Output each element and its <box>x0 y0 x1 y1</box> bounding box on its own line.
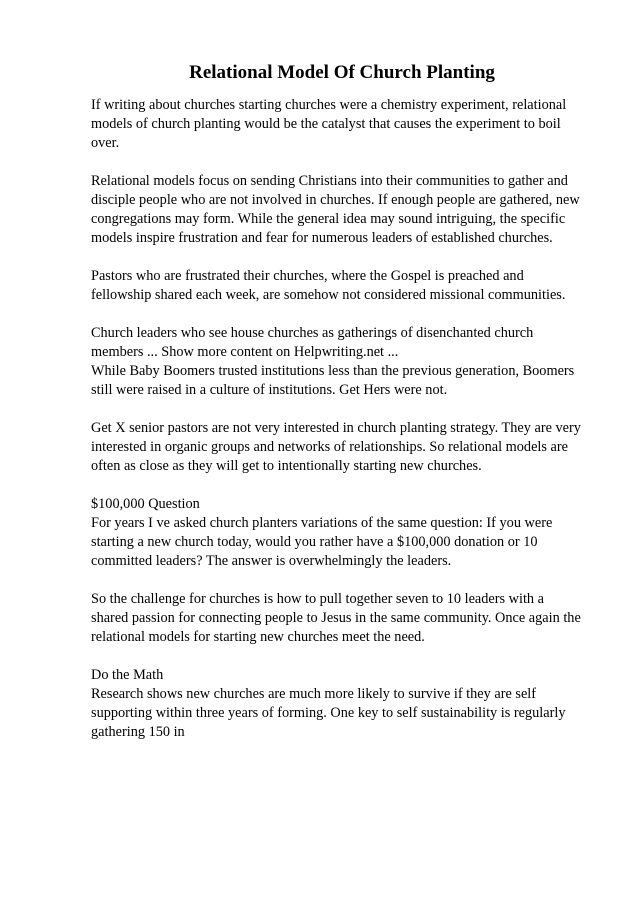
paragraph <box>91 666 603 742</box>
text-line: supporting within three years of forming. One key to self sustainability is regularly <box>91 705 566 721</box>
paragraph <box>91 419 603 476</box>
paragraph <box>91 590 603 647</box>
text-line: If writing about churches starting churches were a chemistry experiment, relational <box>91 97 567 113</box>
text-line: For years I ve asked church planters variations of the same question: If you were <box>91 515 553 531</box>
text-line: Relational models focus on sending Christians into their communities to gather and <box>91 173 568 189</box>
text-line: members ... Show more content on Helpwriting.net ... <box>91 344 399 360</box>
document-title: Relational Model Of Church Planting <box>189 62 495 83</box>
text-line: disciple people who are not involved in churches. If enough people are gathered, new <box>91 192 580 208</box>
text-line: still were raised in a culture of institutions. Get Hers were not. <box>91 382 448 398</box>
text-line: While Baby Boomers trusted institutions less than the previous generation, Boomers <box>91 363 575 379</box>
paragraph <box>91 495 603 571</box>
text-line: committed leaders? The answer is overwhelmingly the leaders. <box>91 553 452 569</box>
text-line: $100,000 Question <box>91 496 200 512</box>
text-line: So the challenge for churches is how to pull together seven to 10 leaders with a <box>91 591 545 607</box>
text-line: Get X senior pastors are not very interested in church planting strategy. They are very <box>91 420 581 436</box>
text-line: Church leaders who see house churches as gatherings of disenchanted church <box>91 325 534 341</box>
text-line: models of church planting would be the catalyst that causes the experiment to boil <box>91 116 561 132</box>
paragraph <box>91 172 603 248</box>
document-body <box>91 96 603 742</box>
text-line: models inspire frustration and fear for numerous leaders of established churches. <box>91 230 553 246</box>
text-line: relational models for starting new churches meet the need. <box>91 629 425 645</box>
paragraph <box>91 267 603 305</box>
paragraph <box>91 96 603 153</box>
text-line: congregations may form. While the general idea may sound intriguing, the specific <box>91 211 566 227</box>
text-line: fellowship shared each week, are somehow not considered missional communities. <box>91 287 566 303</box>
text-line: Do the Math <box>91 667 164 683</box>
text-line: Pastors who are frustrated their churches, where the Gospel is preached and <box>91 268 524 284</box>
text-line: shared passion for connecting people to Jesus in the same community. Once again the <box>91 610 581 626</box>
text-line: gathering 150 in <box>91 724 185 740</box>
paragraph <box>91 324 603 400</box>
text-line: interested in organic groups and networks of relationships. So relational models are <box>91 439 568 455</box>
text-line: often as close as they will get to intentionally starting new churches. <box>91 458 482 474</box>
text-line: over. <box>91 135 120 151</box>
text-line: starting a new church today, would you rather have a $100,000 donation or 10 <box>91 534 538 550</box>
text-line: Research shows new churches are much more likely to survive if they are self <box>91 686 537 702</box>
